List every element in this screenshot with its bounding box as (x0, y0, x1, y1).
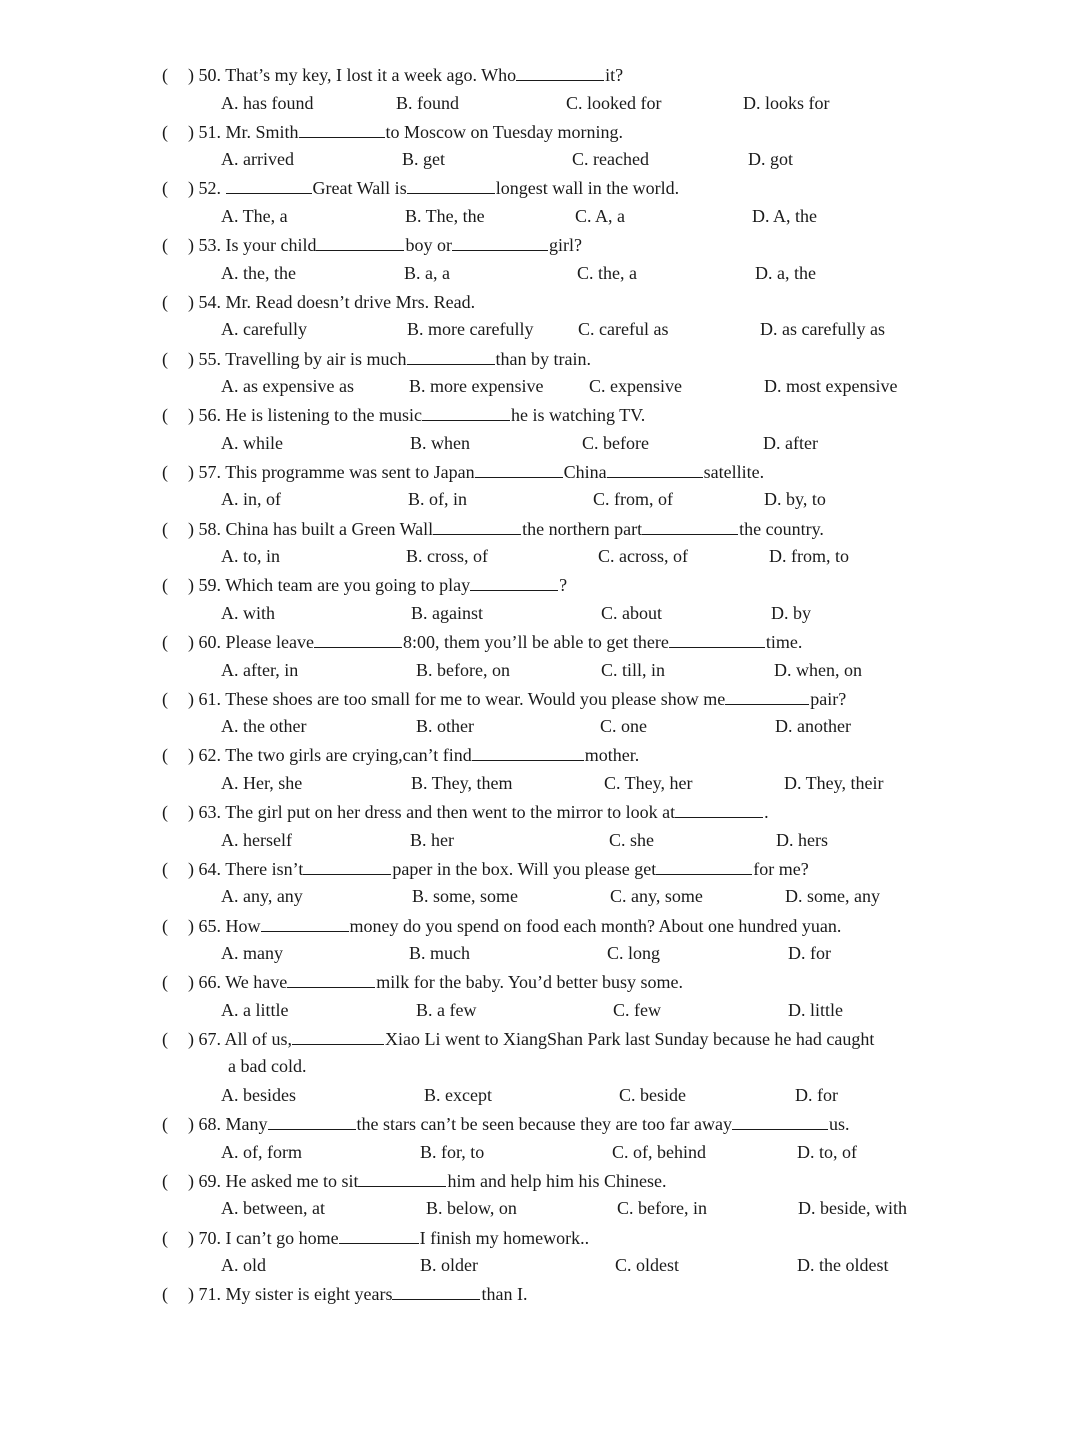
question-54 (162, 291, 475, 313)
answer-bracket[interactable]: ( (162, 235, 168, 256)
question-68 (162, 1113, 850, 1135)
option-a[interactable]: A. carefully (221, 319, 307, 340)
question-71 (162, 1283, 527, 1305)
option-b[interactable]: B. a, a (404, 262, 450, 283)
answer-bracket[interactable]: ( (162, 745, 168, 766)
question-number: 58. (198, 518, 226, 539)
question-64 (162, 858, 809, 880)
question-number: 54. (198, 291, 226, 312)
answer-blank[interactable] (392, 1298, 480, 1300)
option-d[interactable]: D. the oldest (797, 1255, 889, 1275)
question-text: than I. (481, 1284, 528, 1305)
answer-blank[interactable] (475, 476, 563, 478)
question-60 (162, 631, 802, 653)
answer-blank[interactable] (292, 1043, 384, 1045)
answer-bracket-close: ) (188, 1170, 199, 1191)
option-c[interactable]: C. before, in (617, 1198, 707, 1219)
question-text: the northern part (522, 518, 643, 539)
question-52 (162, 177, 679, 199)
answer-bracket[interactable]: ( (162, 1227, 168, 1248)
answer-blank[interactable] (268, 1128, 356, 1130)
question-text: girl? (548, 235, 582, 256)
option-d[interactable]: D. little (788, 999, 843, 1020)
option-a[interactable]: A. after, in (221, 659, 299, 680)
option-b[interactable]: B. much (409, 943, 470, 963)
answer-blank[interactable] (314, 646, 402, 648)
option-c[interactable]: C. long (607, 943, 661, 963)
option-b[interactable]: B. when (410, 432, 470, 453)
question-text: China has built a Green Wall (225, 518, 434, 539)
option-c[interactable]: C. looked for (566, 92, 662, 113)
answer-bracket-close: ) (188, 802, 199, 823)
option-d[interactable]: D. for (788, 943, 831, 963)
question-56 (162, 404, 645, 426)
option-a[interactable]: A. has found (221, 92, 314, 113)
question-text: ? (559, 575, 568, 596)
question-text: China (563, 461, 607, 482)
question-text: I finish my homework.. (419, 1227, 590, 1248)
option-a[interactable]: A. herself (221, 829, 292, 850)
option-b[interactable]: B. found (396, 92, 459, 113)
answer-bracket-close: ) (188, 65, 199, 85)
answer-blank[interactable] (433, 533, 521, 535)
answer-blank[interactable] (339, 1242, 419, 1244)
option-b[interactable]: B. older (420, 1255, 478, 1275)
answer-blank[interactable] (656, 873, 752, 875)
option-a[interactable]: A. Her, she (221, 772, 303, 793)
answer-bracket-close: ) (188, 688, 199, 709)
question-text: money do you spend on food each month? About one hundred yuan. (349, 915, 842, 936)
option-c[interactable]: C. A, a (575, 205, 626, 226)
option-c[interactable]: C. careful as (578, 319, 669, 340)
answer-bracket-close: ) (188, 1284, 199, 1305)
question-text: We have (225, 972, 288, 993)
question-text: the stars can’t be seen because they are too far away (356, 1114, 732, 1135)
option-b[interactable]: B. get (402, 149, 445, 170)
question-text: Mr. Smith (225, 121, 299, 142)
answer-blank[interactable] (226, 192, 312, 194)
question-text: the country. (739, 518, 824, 539)
question-65 (162, 915, 841, 937)
option-a[interactable]: A. of, form (221, 1141, 302, 1162)
question-text: These shoes are too small for me to wear. Would you please show me (225, 688, 726, 709)
option-d[interactable]: D. from, to (769, 546, 849, 567)
option-d[interactable]: D. A, the (752, 205, 817, 226)
question-text: Many (225, 1114, 268, 1135)
question-text: Xiao Li went to XiangShan Park last Sunday because he had caught (385, 1028, 875, 1049)
answer-bracket[interactable]: ( (162, 858, 168, 879)
answer-bracket-close: ) (188, 745, 199, 766)
question-text: All of us, (224, 1028, 293, 1049)
question-57 (162, 461, 764, 483)
answer-bracket-close: ) (188, 1227, 199, 1248)
answer-blank[interactable] (642, 533, 738, 535)
option-a[interactable]: A. any, any (221, 886, 303, 907)
question-63 (162, 801, 769, 823)
option-b[interactable]: B. some, some (412, 886, 518, 907)
question-number: 57. (198, 461, 226, 482)
answer-bracket-close: ) (188, 235, 199, 256)
option-b[interactable]: B. of, in (408, 489, 468, 510)
question-text: He asked me to sit (225, 1170, 359, 1191)
option-b[interactable]: B. cross, of (406, 546, 488, 567)
question-59 (162, 574, 567, 596)
answer-bracket[interactable]: ( (162, 575, 168, 596)
answer-bracket-close: ) (188, 348, 199, 369)
question-text: How (225, 915, 261, 936)
option-d[interactable]: D. They, their (784, 772, 884, 793)
answer-blank[interactable] (472, 759, 584, 761)
option-d[interactable]: D. most expensive (764, 376, 898, 396)
answer-bracket[interactable]: ( (162, 1028, 168, 1049)
option-c[interactable]: C. till, in (601, 659, 666, 680)
option-a[interactable]: A. between, at (221, 1198, 325, 1219)
question-text: mother. (584, 745, 640, 766)
question-number: 63. (198, 802, 226, 823)
answer-blank[interactable] (316, 249, 404, 251)
question-number: 67. (198, 1028, 225, 1049)
answer-blank[interactable] (470, 589, 558, 591)
answer-bracket[interactable]: ( (162, 972, 168, 993)
option-a[interactable]: A. old (221, 1255, 266, 1275)
option-c[interactable]: C. beside (619, 1084, 686, 1105)
question-58 (162, 518, 824, 540)
option-c[interactable]: C. across, of (598, 546, 688, 567)
answer-bracket[interactable]: ( (162, 65, 168, 85)
question-text: for me? (753, 858, 809, 879)
answer-bracket-close: ) (188, 632, 199, 652)
answer-blank[interactable] (725, 703, 809, 705)
answer-bracket[interactable]: ( (162, 1284, 168, 1305)
question-text: satellite. (703, 461, 765, 482)
option-d[interactable]: D. looks for (743, 92, 830, 113)
question-text: Great Wall is (312, 178, 407, 199)
answer-blank[interactable] (607, 476, 703, 478)
question-text: 8:00, them you’ll be able to get there (402, 632, 669, 652)
question-text: My sister is eight years (225, 1284, 393, 1305)
question-text: milk for the baby. You’d better busy some. (376, 972, 684, 993)
question-number: 61. (198, 688, 226, 709)
answer-bracket-close: ) (188, 1028, 199, 1049)
answer-blank[interactable] (358, 1185, 446, 1187)
option-a[interactable]: A. arrived (221, 149, 294, 170)
answer-bracket-close: ) (188, 121, 199, 142)
question-53 (162, 234, 582, 256)
option-a[interactable]: A. The, a (221, 205, 288, 226)
answer-bracket[interactable]: ( (162, 1170, 168, 1191)
option-a[interactable]: A. as expensive as (221, 376, 354, 396)
option-c[interactable]: C. any, some (610, 886, 703, 907)
option-b[interactable]: B. They, them (411, 772, 513, 793)
answer-bracket[interactable]: ( (162, 348, 168, 369)
question-continuation: a bad cold. (228, 1056, 307, 1077)
answer-bracket-close: ) (188, 291, 199, 312)
question-number: 55. (198, 348, 226, 369)
answer-blank[interactable] (675, 816, 763, 818)
option-d[interactable]: D. another (775, 716, 851, 737)
answer-blank[interactable] (422, 419, 510, 421)
option-d[interactable]: D. after (763, 432, 818, 453)
answer-bracket-close: ) (188, 858, 199, 879)
answer-bracket-close: ) (188, 972, 199, 993)
answer-bracket[interactable]: ( (162, 518, 168, 539)
answer-blank[interactable] (669, 646, 765, 648)
option-c[interactable]: C. from, of (593, 489, 673, 510)
option-c[interactable]: C. oldest (615, 1255, 680, 1275)
question-number: 59. (198, 575, 226, 596)
option-c[interactable]: C. expensive (589, 376, 682, 396)
question-number: 65. (198, 915, 226, 936)
question-67 (162, 1028, 874, 1050)
question-number: 66. (198, 972, 226, 993)
answer-bracket-close: ) (188, 518, 199, 539)
option-b[interactable]: B. more expensive (409, 376, 544, 396)
option-c[interactable]: C. of, behind (612, 1141, 706, 1162)
answer-blank[interactable] (407, 192, 495, 194)
option-b[interactable]: B. her (410, 829, 454, 850)
question-text: He is listening to the music (225, 405, 422, 426)
question-55 (162, 348, 591, 370)
option-a[interactable]: A. the other (221, 716, 307, 737)
answer-blank[interactable] (732, 1128, 828, 1130)
question-text: pair? (810, 688, 847, 709)
question-number: 56. (198, 405, 226, 426)
question-51 (162, 121, 623, 143)
option-c[interactable]: C. she (609, 829, 654, 850)
question-number: 64. (198, 858, 226, 879)
answer-blank[interactable] (299, 136, 385, 138)
answer-bracket-close: ) (188, 1114, 199, 1135)
answer-blank[interactable] (452, 249, 548, 251)
question-text: paper in the box. Will you please get (392, 858, 657, 879)
question-text: he is watching TV. (510, 405, 646, 426)
answer-bracket-close: ) (188, 405, 199, 426)
question-62 (162, 744, 639, 766)
answer-bracket-close: ) (188, 461, 199, 482)
question-number: 71. (198, 1284, 226, 1305)
option-d[interactable]: D. some, any (785, 886, 880, 907)
question-text: . (764, 802, 769, 823)
answer-bracket[interactable]: ( (162, 178, 168, 199)
option-b[interactable]: B. other (416, 716, 474, 737)
question-text: it? (605, 65, 624, 85)
option-d[interactable]: D. by, to (764, 489, 826, 510)
answer-bracket[interactable]: ( (162, 121, 168, 142)
option-a[interactable]: A. with (221, 602, 275, 623)
option-b[interactable]: B. except (424, 1084, 492, 1105)
answer-bracket[interactable]: ( (162, 405, 168, 426)
question-number: 70. (198, 1227, 226, 1248)
option-d[interactable]: D. to, of (797, 1141, 857, 1162)
option-d[interactable]: D. for (795, 1084, 838, 1105)
option-c[interactable]: C. about (601, 602, 662, 623)
question-text: us. (829, 1114, 850, 1135)
answer-blank[interactable] (287, 986, 375, 988)
question-66 (162, 971, 683, 993)
question-61 (162, 688, 846, 710)
option-d[interactable]: D. as carefully as (760, 319, 885, 340)
question-text: I can’t go home (225, 1227, 339, 1248)
question-text: The girl put on her dress and then went to the mirror to look at (225, 802, 676, 823)
answer-blank[interactable] (407, 363, 495, 365)
option-b[interactable]: B. for, to (420, 1141, 485, 1162)
question-number: 62. (198, 745, 226, 766)
question-text: Travelling by air is much (225, 348, 407, 369)
option-c[interactable]: C. the, a (577, 262, 637, 283)
answer-blank[interactable] (303, 873, 391, 875)
question-text: The two girls are crying,can’t find (225, 745, 472, 766)
question-text: Please leave (225, 632, 314, 652)
option-a[interactable]: A. a little (221, 999, 289, 1020)
option-b[interactable]: B. The, the (405, 205, 485, 226)
option-b[interactable]: B. a few (416, 999, 477, 1020)
option-a[interactable]: A. besides (221, 1084, 296, 1105)
option-c[interactable]: C. one (600, 716, 647, 737)
answer-bracket[interactable]: ( (162, 1114, 168, 1135)
question-69 (162, 1170, 666, 1192)
question-text: Which team are you going to play (225, 575, 471, 596)
question-text: Mr. Read doesn’t drive Mrs. Read. (225, 291, 476, 312)
answer-bracket[interactable]: ( (162, 915, 168, 936)
question-50 (162, 64, 623, 86)
answer-bracket[interactable]: ( (162, 632, 168, 652)
option-d[interactable]: D. a, the (755, 262, 816, 283)
answer-bracket-close: ) (188, 915, 199, 936)
option-d[interactable]: D. hers (776, 829, 828, 850)
question-number: 52. (198, 178, 226, 199)
answer-bracket-close: ) (188, 575, 199, 596)
answer-bracket[interactable]: ( (162, 802, 168, 823)
option-a[interactable]: A. to, in (221, 546, 281, 567)
option-b[interactable]: B. more carefully (407, 319, 534, 340)
option-a[interactable]: A. while (221, 432, 283, 453)
question-text: Is your child (225, 235, 317, 256)
question-number: 51. (198, 121, 226, 142)
option-c[interactable]: C. before (582, 432, 649, 453)
question-text: longest wall in the world. (495, 178, 680, 199)
option-b[interactable]: B. against (411, 602, 483, 623)
question-text: him and help him his Chinese. (447, 1170, 667, 1191)
question-text: There isn’t (225, 858, 304, 879)
answer-bracket[interactable]: ( (162, 291, 168, 312)
question-number: 60. (198, 632, 226, 652)
answer-bracket[interactable]: ( (162, 688, 168, 709)
answer-bracket[interactable]: ( (162, 461, 168, 482)
option-c[interactable]: C. few (613, 999, 661, 1020)
question-number: 68. (198, 1114, 226, 1135)
option-a[interactable]: A. in, of (221, 489, 281, 510)
option-d[interactable]: D. got (748, 149, 793, 170)
answer-blank[interactable] (261, 930, 349, 932)
question-text: boy or (405, 235, 452, 256)
answer-bracket-close: ) (188, 178, 199, 199)
question-number: 50. (198, 65, 226, 85)
option-d[interactable]: D. by (771, 602, 811, 623)
question-70 (162, 1227, 589, 1249)
option-c[interactable]: C. reached (572, 149, 649, 170)
answer-blank[interactable] (516, 79, 604, 81)
option-b[interactable]: B. below, on (426, 1198, 517, 1219)
question-number: 69. (198, 1170, 226, 1191)
option-b[interactable]: B. before, on (416, 659, 510, 680)
option-d[interactable]: D. beside, with (798, 1198, 907, 1219)
question-text: This programme was sent to Japan (225, 461, 475, 482)
option-d[interactable]: D. when, on (774, 659, 862, 680)
question-text: to Moscow on Tuesday morning. (385, 121, 624, 142)
question-number: 53. (198, 235, 226, 256)
question-text: time. (765, 632, 803, 652)
option-a[interactable]: A. many (221, 943, 283, 963)
question-text: That’s my key, I lost it a week ago. Who (225, 65, 517, 85)
option-c[interactable]: C. They, her (604, 772, 693, 793)
option-a[interactable]: A. the, the (221, 262, 296, 283)
question-text: than by train. (495, 348, 591, 369)
